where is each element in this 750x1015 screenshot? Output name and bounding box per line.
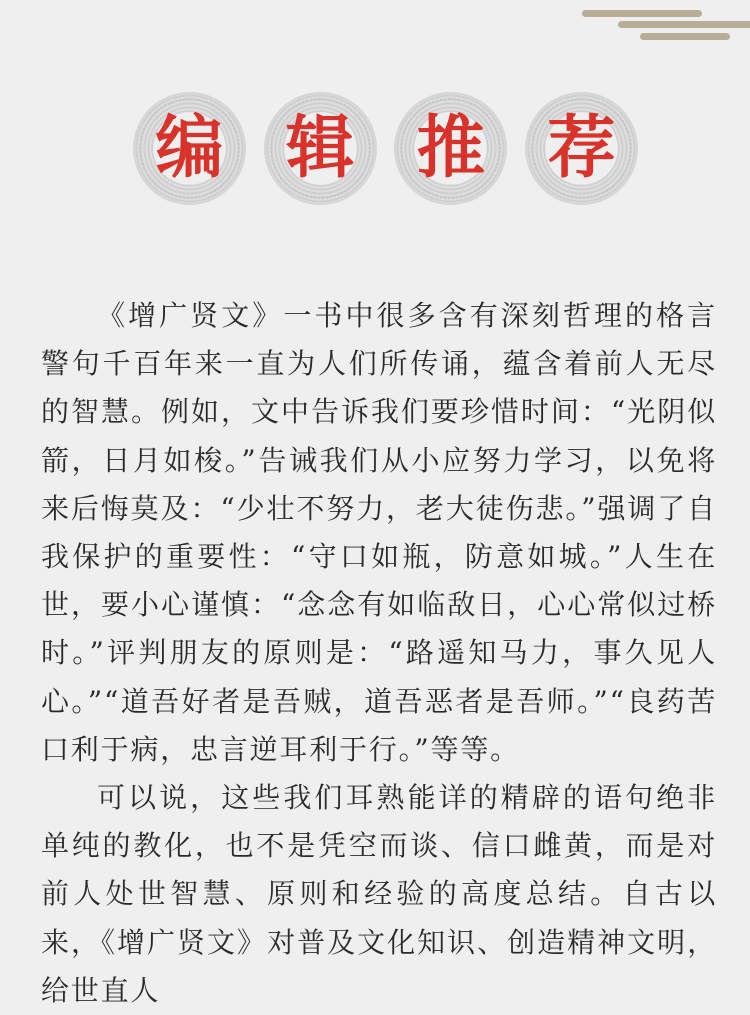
heading-char: 推 xyxy=(416,108,485,188)
decorative-bar xyxy=(582,10,702,17)
decorative-bar xyxy=(618,21,750,28)
heading-char: 编 xyxy=(155,108,224,188)
heading-medallion xyxy=(264,92,377,205)
recommendation-body xyxy=(41,292,717,1007)
heading-medallion xyxy=(525,92,638,205)
body-paragraph: 《增广贤文》一书中很多含有深刻哲理的格言警句千百年来一直为人们所传诵，蕴含着前人无尽的智慧。例如，文中告诉我们要珍惜时间：“光阴似箭，日月如梭。”告诫我们从小应努力学习，以免将来后悔莫及：“少壮不努力，老大徒伤悲。”强调了自我保护的重要性：“守口如瓶，防意如城。”人生在世，要小心谨慎：“念念有如临敌日，心心常似过桥时。”评判朋友的原则是：“路遥知马力，事久见人心。”“道吾好者是吾贼，道吾恶者是吾师。”“良药苦口利于病，忠言逆耳利于行。”等等。 xyxy=(41,299,717,766)
body-paragraph: 可以说，这些我们耳熟能详的精辟的语句绝非单纯的教化，也不是凭空而谈、信口雌黄，而是对前人处世智慧、原则和经验的高度总结。自古以来，《增广贤文》对普及文化知识、创造精神文明，给世直人 xyxy=(41,781,717,1007)
recommendation-heading xyxy=(133,88,638,208)
heading-char: 辑 xyxy=(286,108,355,188)
decorative-bar xyxy=(640,33,730,40)
heading-medallion xyxy=(394,92,507,205)
heading-char: 荐 xyxy=(547,108,616,188)
decorative-cloud-lines xyxy=(570,0,750,60)
heading-medallion xyxy=(133,92,246,205)
